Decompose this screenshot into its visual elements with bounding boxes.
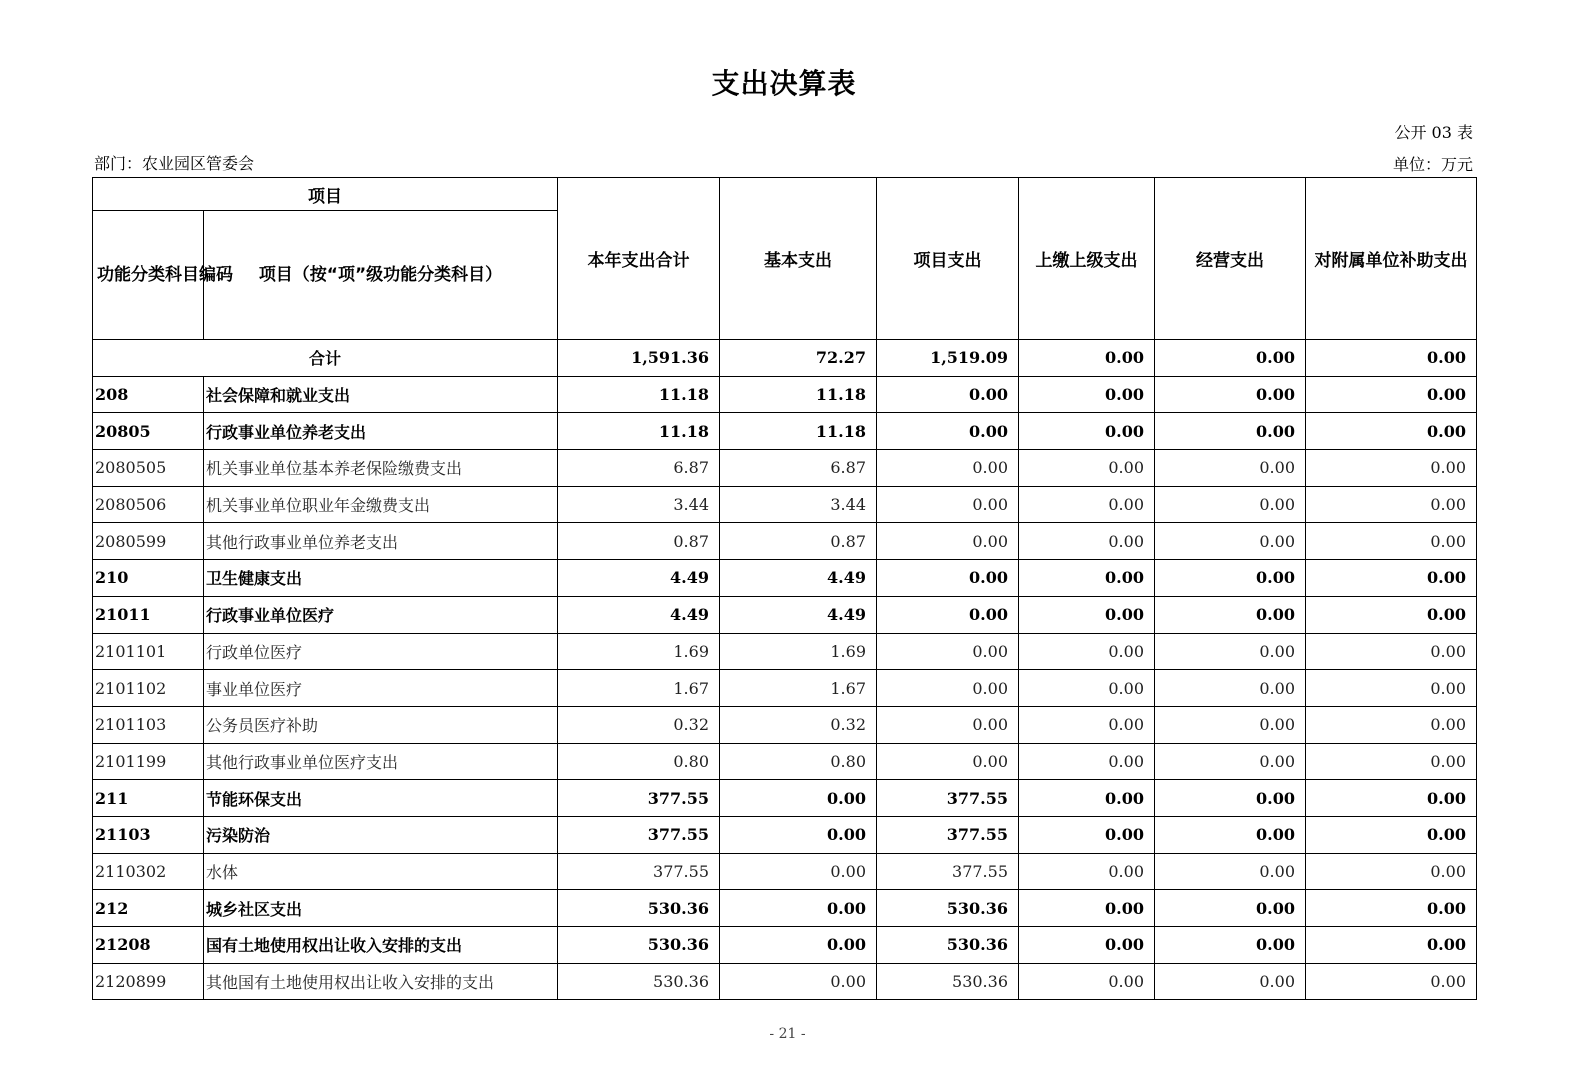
total-row <box>93 340 1477 377</box>
row-value: 0.00 <box>1019 780 1155 817</box>
row-value: 0.00 <box>1155 523 1306 560</box>
row-value: 0.00 <box>1155 780 1306 817</box>
header-subsidy: 对附属单位补助支出 <box>1306 178 1477 340</box>
table-row <box>93 963 1477 1000</box>
table-row <box>93 853 1477 890</box>
total-label: 合计 <box>93 340 558 377</box>
row-value: 0.00 <box>877 523 1019 560</box>
row-name: 行政单位医疗 <box>204 633 558 670</box>
row-code: 2101199 <box>93 743 204 780</box>
row-value: 530.36 <box>877 963 1019 1000</box>
row-value: 0.00 <box>1155 963 1306 1000</box>
row-code: 21011 <box>93 596 204 633</box>
row-value: 11.18 <box>558 376 720 413</box>
row-value: 0.00 <box>720 927 877 964</box>
row-value: 0.00 <box>1306 963 1477 1000</box>
row-value: 0.00 <box>1155 633 1306 670</box>
row-value: 0.00 <box>1019 450 1155 487</box>
row-value: 0.00 <box>877 596 1019 633</box>
row-value: 0.00 <box>1155 706 1306 743</box>
row-value: 0.00 <box>720 890 877 927</box>
row-value: 0.00 <box>1155 450 1306 487</box>
row-code: 2110302 <box>93 853 204 890</box>
table-row <box>93 670 1477 707</box>
page-title: 支出决算表 <box>711 67 857 100</box>
row-code: 2101103 <box>93 706 204 743</box>
row-value: 0.00 <box>1155 853 1306 890</box>
row-name: 行政事业单位养老支出 <box>204 413 558 450</box>
row-value: 11.18 <box>720 413 877 450</box>
row-code: 2101102 <box>93 670 204 707</box>
row-value: 0.00 <box>1306 890 1477 927</box>
table-row <box>93 376 1477 413</box>
row-value: 530.36 <box>558 890 720 927</box>
row-value: 0.00 <box>720 780 877 817</box>
row-value: 0.00 <box>1155 596 1306 633</box>
row-value: 0.00 <box>1019 413 1155 450</box>
row-name: 机关事业单位基本养老保险缴费支出 <box>204 450 558 487</box>
row-value: 377.55 <box>558 853 720 890</box>
row-name: 污染防治 <box>204 816 558 853</box>
row-name: 其他国有土地使用权出让收入安排的支出 <box>204 963 558 1000</box>
row-value: 0.00 <box>1155 890 1306 927</box>
row-value: 0.00 <box>1019 963 1155 1000</box>
row-value: 4.49 <box>558 596 720 633</box>
row-value: 377.55 <box>877 780 1019 817</box>
row-value: 0.00 <box>1019 743 1155 780</box>
total-value: 0.00 <box>1306 340 1477 377</box>
row-name: 其他行政事业单位养老支出 <box>204 523 558 560</box>
table-row <box>93 523 1477 560</box>
row-value: 0.00 <box>877 706 1019 743</box>
row-value: 0.00 <box>1019 596 1155 633</box>
row-value: 0.32 <box>720 706 877 743</box>
row-name: 节能环保支出 <box>204 780 558 817</box>
table-row <box>93 560 1477 597</box>
row-value: 530.36 <box>558 963 720 1000</box>
row-value: 530.36 <box>877 927 1019 964</box>
header-upper-level: 上缴上级支出 <box>1019 178 1155 340</box>
row-value: 0.00 <box>1019 670 1155 707</box>
row-code: 210 <box>93 560 204 597</box>
table-row <box>93 780 1477 817</box>
row-value: 0.00 <box>1155 560 1306 597</box>
row-value: 0.00 <box>1155 743 1306 780</box>
row-value: 0.00 <box>720 963 877 1000</box>
department-label: 部门：农业园区管委会 <box>94 154 255 173</box>
row-name: 事业单位医疗 <box>204 670 558 707</box>
row-code: 21208 <box>93 927 204 964</box>
row-value: 0.00 <box>877 486 1019 523</box>
row-value: 0.00 <box>1019 560 1155 597</box>
row-name: 国有土地使用权出让收入安排的支出 <box>204 927 558 964</box>
row-value: 0.00 <box>1019 927 1155 964</box>
row-code: 211 <box>93 780 204 817</box>
row-value: 0.80 <box>720 743 877 780</box>
header-business: 经营支出 <box>1155 178 1306 340</box>
table-row <box>93 816 1477 853</box>
row-value: 0.00 <box>1155 413 1306 450</box>
row-value: 1.69 <box>720 633 877 670</box>
row-code: 21103 <box>93 816 204 853</box>
row-value: 0.00 <box>877 743 1019 780</box>
total-value: 1,519.09 <box>877 340 1019 377</box>
row-code: 2120899 <box>93 963 204 1000</box>
row-value: 0.00 <box>1306 927 1477 964</box>
row-value: 0.00 <box>877 413 1019 450</box>
row-value: 0.00 <box>1019 523 1155 560</box>
header-project: 项目 <box>93 178 558 211</box>
row-value: 0.00 <box>1155 670 1306 707</box>
row-value: 0.00 <box>720 853 877 890</box>
header-function-code: 功能分类科目编码 <box>93 211 204 340</box>
row-value: 0.00 <box>1306 413 1477 450</box>
row-code: 212 <box>93 890 204 927</box>
row-value: 0.00 <box>1155 376 1306 413</box>
row-value: 3.44 <box>558 486 720 523</box>
table-row <box>93 486 1477 523</box>
row-value: 0.00 <box>1155 486 1306 523</box>
total-value: 72.27 <box>720 340 877 377</box>
row-name: 社会保障和就业支出 <box>204 376 558 413</box>
row-value: 0.87 <box>558 523 720 560</box>
row-name: 行政事业单位医疗 <box>204 596 558 633</box>
row-code: 2080505 <box>93 450 204 487</box>
row-value: 0.00 <box>1019 890 1155 927</box>
row-value: 1.69 <box>558 633 720 670</box>
row-value: 0.00 <box>1019 706 1155 743</box>
expenditure-table <box>92 177 1477 1000</box>
row-value: 0.00 <box>877 560 1019 597</box>
row-code: 20805 <box>93 413 204 450</box>
total-value: 0.00 <box>1155 340 1306 377</box>
header-item: 项目（按“项”级功能分类科目） <box>204 211 558 340</box>
row-value: 377.55 <box>877 853 1019 890</box>
row-name: 其他行政事业单位医疗支出 <box>204 743 558 780</box>
row-name: 水体 <box>204 853 558 890</box>
page-number: - 21 - <box>769 1026 806 1042</box>
row-value: 4.49 <box>720 560 877 597</box>
row-value: 0.32 <box>558 706 720 743</box>
row-value: 377.55 <box>558 816 720 853</box>
row-value: 0.00 <box>877 633 1019 670</box>
table-row <box>93 743 1477 780</box>
row-value: 0.00 <box>1155 816 1306 853</box>
table-row <box>93 706 1477 743</box>
row-value: 1.67 <box>720 670 877 707</box>
table-header <box>93 178 1477 340</box>
row-value: 0.00 <box>877 670 1019 707</box>
row-code: 2080506 <box>93 486 204 523</box>
row-value: 0.00 <box>1306 633 1477 670</box>
row-value: 3.44 <box>720 486 877 523</box>
table-row <box>93 450 1477 487</box>
header-total: 本年支出合计 <box>558 178 720 340</box>
row-value: 0.87 <box>720 523 877 560</box>
total-value: 0.00 <box>1019 340 1155 377</box>
row-name: 公务员医疗补助 <box>204 706 558 743</box>
row-value: 0.00 <box>1306 670 1477 707</box>
row-value: 0.00 <box>1306 816 1477 853</box>
row-value: 0.00 <box>1306 596 1477 633</box>
row-value: 11.18 <box>720 376 877 413</box>
row-value: 377.55 <box>558 780 720 817</box>
table-row <box>93 890 1477 927</box>
row-value: 0.00 <box>1306 450 1477 487</box>
row-value: 0.00 <box>720 816 877 853</box>
row-value: 0.00 <box>1306 523 1477 560</box>
row-value: 0.00 <box>1306 486 1477 523</box>
table-row <box>93 413 1477 450</box>
table-row <box>93 633 1477 670</box>
row-value: 0.00 <box>1306 706 1477 743</box>
row-value: 0.00 <box>1019 816 1155 853</box>
row-value: 11.18 <box>558 413 720 450</box>
row-value: 6.87 <box>558 450 720 487</box>
table-row <box>93 596 1477 633</box>
row-value: 0.00 <box>877 376 1019 413</box>
row-value: 0.00 <box>1306 376 1477 413</box>
header-project-expense: 项目支出 <box>877 178 1019 340</box>
row-value: 530.36 <box>877 890 1019 927</box>
form-number: 公开 03 表 <box>1394 123 1473 142</box>
row-value: 0.00 <box>877 450 1019 487</box>
unit-label: 单位：万元 <box>1392 155 1473 174</box>
row-value: 0.00 <box>1306 560 1477 597</box>
row-value: 4.49 <box>720 596 877 633</box>
row-value: 6.87 <box>720 450 877 487</box>
row-value: 0.00 <box>1306 780 1477 817</box>
row-value: 0.00 <box>1019 633 1155 670</box>
row-value: 0.00 <box>1019 853 1155 890</box>
row-code: 2080599 <box>93 523 204 560</box>
row-name: 城乡社区支出 <box>204 890 558 927</box>
row-name: 机关事业单位职业年金缴费支出 <box>204 486 558 523</box>
row-value: 0.00 <box>1019 376 1155 413</box>
row-code: 208 <box>93 376 204 413</box>
row-value: 4.49 <box>558 560 720 597</box>
row-value: 377.55 <box>877 816 1019 853</box>
row-name: 卫生健康支出 <box>204 560 558 597</box>
row-value: 0.00 <box>1155 927 1306 964</box>
row-value: 1.67 <box>558 670 720 707</box>
total-value: 1,591.36 <box>558 340 720 377</box>
row-value: 530.36 <box>558 927 720 964</box>
table-row <box>93 927 1477 964</box>
table-body <box>93 340 1477 1000</box>
row-code: 2101101 <box>93 633 204 670</box>
row-value: 0.00 <box>1306 743 1477 780</box>
row-value: 0.00 <box>1019 486 1155 523</box>
row-value: 0.00 <box>1306 853 1477 890</box>
header-basic: 基本支出 <box>720 178 877 340</box>
row-value: 0.80 <box>558 743 720 780</box>
